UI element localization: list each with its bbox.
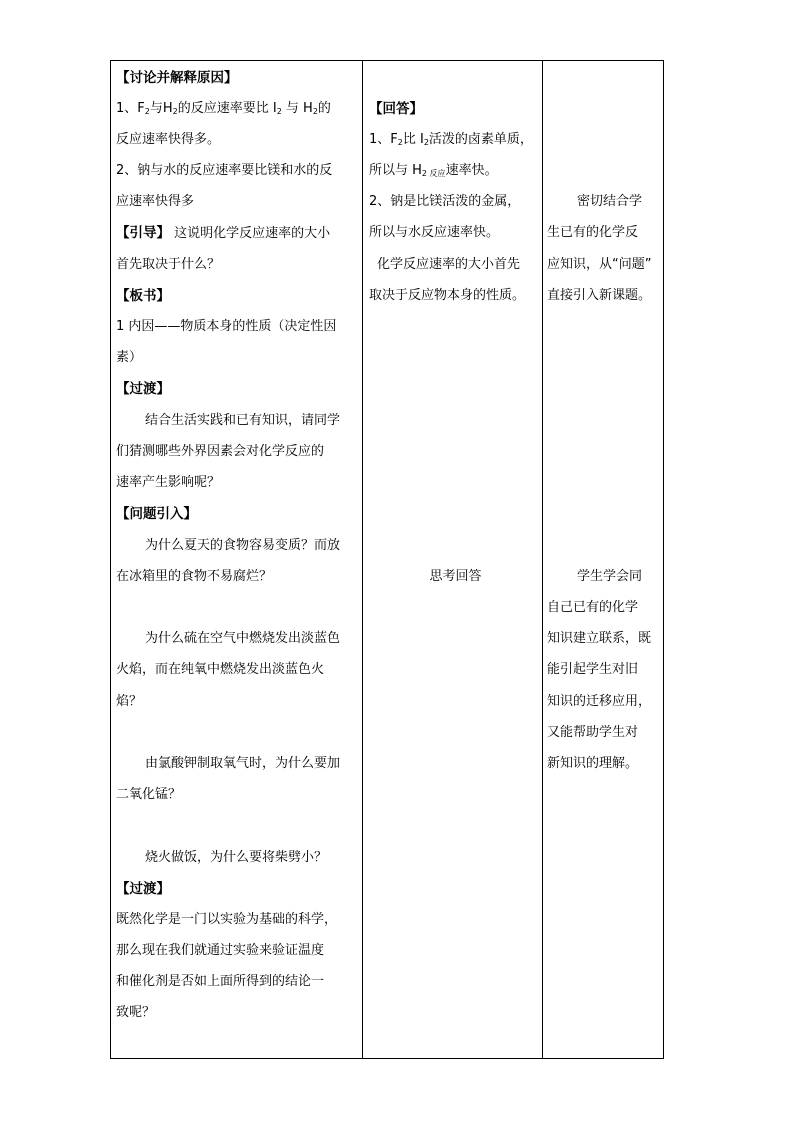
note-2-line-2: 自己已有的化学 (547, 600, 639, 615)
note-1-line-2: 生已有的化学反 (547, 225, 639, 240)
question-2-line-3: 焰？ (116, 694, 143, 709)
guide-line-2: 首先取决于什么？ (116, 257, 221, 272)
teacher-activity-column (111, 61, 363, 1059)
question-1-line-1: 为什么夏天的食物容易变质？而放 (145, 538, 341, 553)
answer-2-line-1: 2、钠是比镁活泼的金属， (369, 194, 521, 209)
transition-heading: 【过渡】 (116, 381, 170, 397)
answer-1-line-2: 所以与 $H_{2 反应}$速率快。 (369, 163, 498, 178)
note-2-line-4: 能引起学生对旧 (547, 662, 639, 677)
note-2-line-7: 新知识的理解。 (547, 756, 639, 771)
design-intent-column (543, 61, 664, 1059)
transition2-line-3: 和催化剂是否如上面所得到的结论一 (116, 974, 325, 989)
question-4-line-1: 烧火做饭，为什么要将柴劈小？ (145, 850, 328, 865)
board-line-2: 素） (116, 350, 143, 365)
question-heading: 【问题引入】 (116, 506, 197, 522)
transition-line-1: 结合生活实践和已有知识，请同学 (145, 413, 341, 428)
board-line-1: 1 内因——物质本身的性质（决定性因 (116, 319, 337, 334)
note-2-line-5: 知识的迁移应用， (547, 694, 652, 709)
question-1-line-2: 在冰箱里的食物不易腐烂？ (116, 569, 273, 584)
transition-line-3: 速率产生影响呢？ (116, 475, 221, 490)
answer-heading: 【回答】 (369, 101, 423, 117)
answer-3-line-1: 化学反应速率的大小首先 (377, 257, 521, 272)
discuss-item-1: 1、$F_2$与$H_2$的反应速率要比 $I_2$ 与 $H_2$的 (116, 101, 331, 116)
transition-line-2: 们猜测哪些外界因素会对化学反应的 (116, 444, 325, 459)
question-2-line-2: 火焰，而在纯氧中燃烧发出淡蓝色火 (116, 662, 325, 677)
student-activity-column (363, 61, 543, 1059)
discuss-item-2: 2、钠与水的反应速率要比镁和水的反 (116, 163, 333, 178)
think-answer: 思考回答 (429, 569, 482, 584)
transition2-line-2: 那么现在我们就通过实验来验证温度 (116, 943, 325, 958)
answer-2-line-2: 所以与水反应速率快。 (369, 225, 500, 240)
note-2-line-6: 又能帮助学生对 (547, 725, 639, 740)
guide-line-1: 【引导】 这说明化学反应速率的大小 (116, 225, 331, 241)
note-2-line-1: 学生学会同 (577, 569, 643, 584)
transition2-line-1: 既然化学是一门以实验为基础的科学， (116, 912, 338, 927)
question-2-line-1: 为什么硫在空气中燃烧发出淡蓝色 (145, 631, 341, 646)
question-3-line-2: 二氧化锰？ (116, 787, 182, 802)
note-2-line-3: 知识建立联系，既 (547, 631, 652, 646)
board-heading: 【板书】 (116, 288, 170, 304)
question-3-line-1: 由氯酸钾制取氧气时，为什么要加 (145, 756, 341, 771)
note-1-line-1: 密切结合学 (577, 194, 643, 209)
note-1-line-4: 直接引入新课题。 (547, 288, 652, 303)
answer-1-line-1: 1、$F_2$比 $I_2$活泼的卤素单质， (369, 132, 533, 147)
transition2-line-4: 致呢？ (116, 1005, 156, 1020)
answer-3-line-2: 取决于反应物本身的性质。 (369, 288, 526, 303)
discuss-heading: 【讨论并解释原因】 (116, 70, 238, 86)
note-1-line-3: 应知识，从“问题” (547, 257, 652, 272)
transition2-heading: 【过渡】 (116, 881, 170, 897)
lesson-plan-table (110, 60, 664, 1059)
discuss-item-1-cont: 反应速率快得多。 (116, 132, 221, 147)
discuss-item-2-cont: 应速率快得多 (116, 194, 195, 209)
guide-heading: 【引导】 (116, 225, 170, 241)
